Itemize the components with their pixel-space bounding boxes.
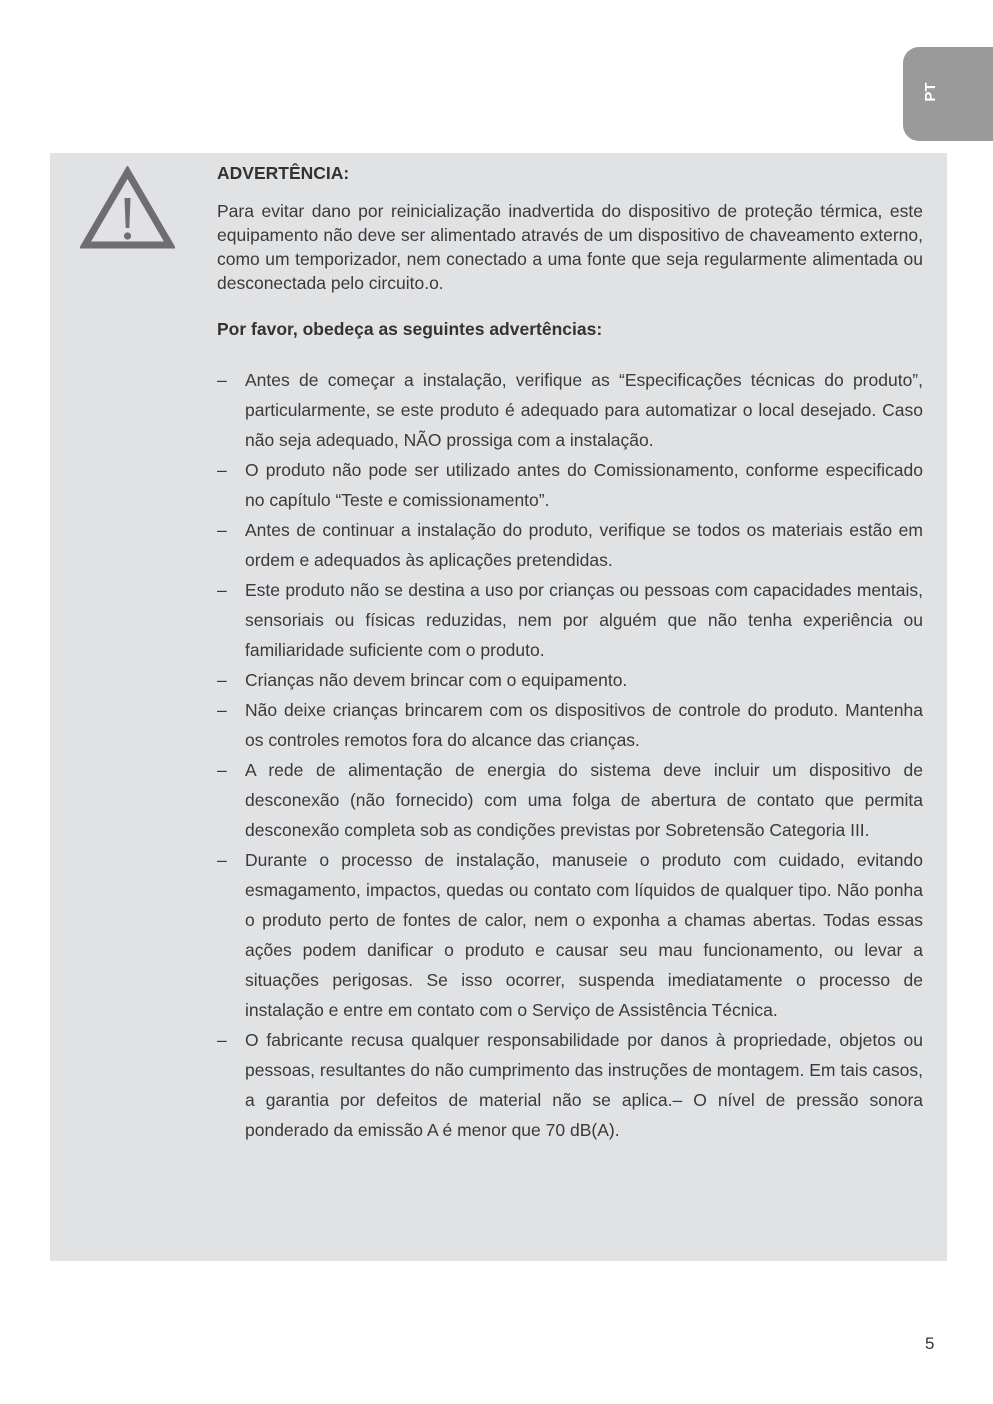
language-tab	[903, 47, 993, 141]
bullet-dash: –	[217, 850, 227, 870]
list-item	[217, 575, 923, 665]
bullet-dash: –	[217, 1030, 227, 1050]
language-tab-label: PT	[921, 82, 939, 102]
bullet-dash: –	[217, 460, 227, 480]
list-item	[217, 845, 923, 1025]
list-item-text: Este produto não se destina a uso por crianças ou pessoas com capacidades mentais, sensoriais ou físicas reduzidas, nem por alguém que não tenha experiência ou familiaridade suficiente com o produto.	[245, 580, 923, 660]
list-item-text: A rede de alimentação de energia do sistema deve incluir um dispositivo de desconexão (não fornecido) com uma folga de abertura de contato que permita desconexão completa sob as condições previstas por Sobretensão Categoria III.	[245, 760, 923, 840]
warning-box	[50, 153, 947, 1261]
bullet-dash: –	[217, 700, 227, 720]
warning-triangle-icon	[80, 166, 175, 250]
list-item	[217, 755, 923, 845]
list-item	[217, 515, 923, 575]
warning-subtitle: Por favor, obedeça as seguintes advertências:	[217, 319, 603, 339]
list-item-text: Antes de continuar a instalação do produto, verifique se todos os materiais estão em ordem e adequados às aplicações pretendidas.	[245, 520, 923, 570]
list-item-text: O produto não pode ser utilizado antes do Comissionamento, conforme especificado no capítulo “Teste e comissionamento”.	[245, 460, 923, 510]
bullet-dash: –	[217, 580, 227, 600]
page-number: 5	[925, 1334, 935, 1353]
bullet-dash: –	[217, 760, 227, 780]
warning-list	[217, 365, 923, 1145]
bullet-dash: –	[217, 370, 227, 390]
list-item-text: Não deixe crianças brincarem com os dispositivos de controle do produto. Mantenha os controles remotos fora do alcance das crianças.	[245, 700, 923, 750]
list-item	[217, 455, 923, 515]
list-item-text: Antes de começar a instalação, verifique as “Especificações técnicas do produto”, particularmente, se este produto é adequado para automatizar o local desejado. Caso não seja adequado, NÃO prossiga com a instalação.	[245, 370, 923, 450]
list-item-text: Crianças não devem brincar com o equipamento.	[245, 670, 628, 690]
list-item	[217, 1025, 923, 1145]
bullet-dash: –	[217, 520, 227, 540]
list-item-text: O fabricante recusa qualquer responsabilidade por danos à propriedade, objetos ou pessoas, resultantes do não cumprimento das instruções de montagem. Em tais casos, a garantia por defeitos de material não se aplica.– O nível de pressão sonora ponderado da emissão A é menor que 70 dB(A).	[245, 1030, 923, 1140]
bullet-dash: –	[217, 670, 227, 690]
list-item-text: Durante o processo de instalação, manuseie o produto com cuidado, evitando esmagamento, impactos, quedas ou contato com líquidos de qualquer tipo. Não ponha o produto perto de fontes de calor, nem o exponha a chamas abertas. Todas essas ações podem danificar o produto e causar seu mau funcionamento, ou levar a situações perigosas. Se isso ocorrer, suspenda imediatamente o processo de instalação e entre em contato com o Serviço de Assistência Técnica.	[245, 850, 923, 1020]
list-item	[217, 695, 923, 755]
warning-intro: Para evitar dano por reinicialização inadvertida do dispositivo de proteção térmica, este equipamento não deve ser alimentado através de um dispositivo de chaveamento externo, como um temporizador, nem conectado a uma fonte que seja regularmente alimentada ou desconectada pelo circuito.o.	[217, 201, 923, 293]
list-item	[217, 665, 923, 695]
list-item	[217, 365, 923, 455]
warning-title: ADVERTÊNCIA:	[217, 163, 350, 183]
warning-content	[217, 161, 923, 1145]
